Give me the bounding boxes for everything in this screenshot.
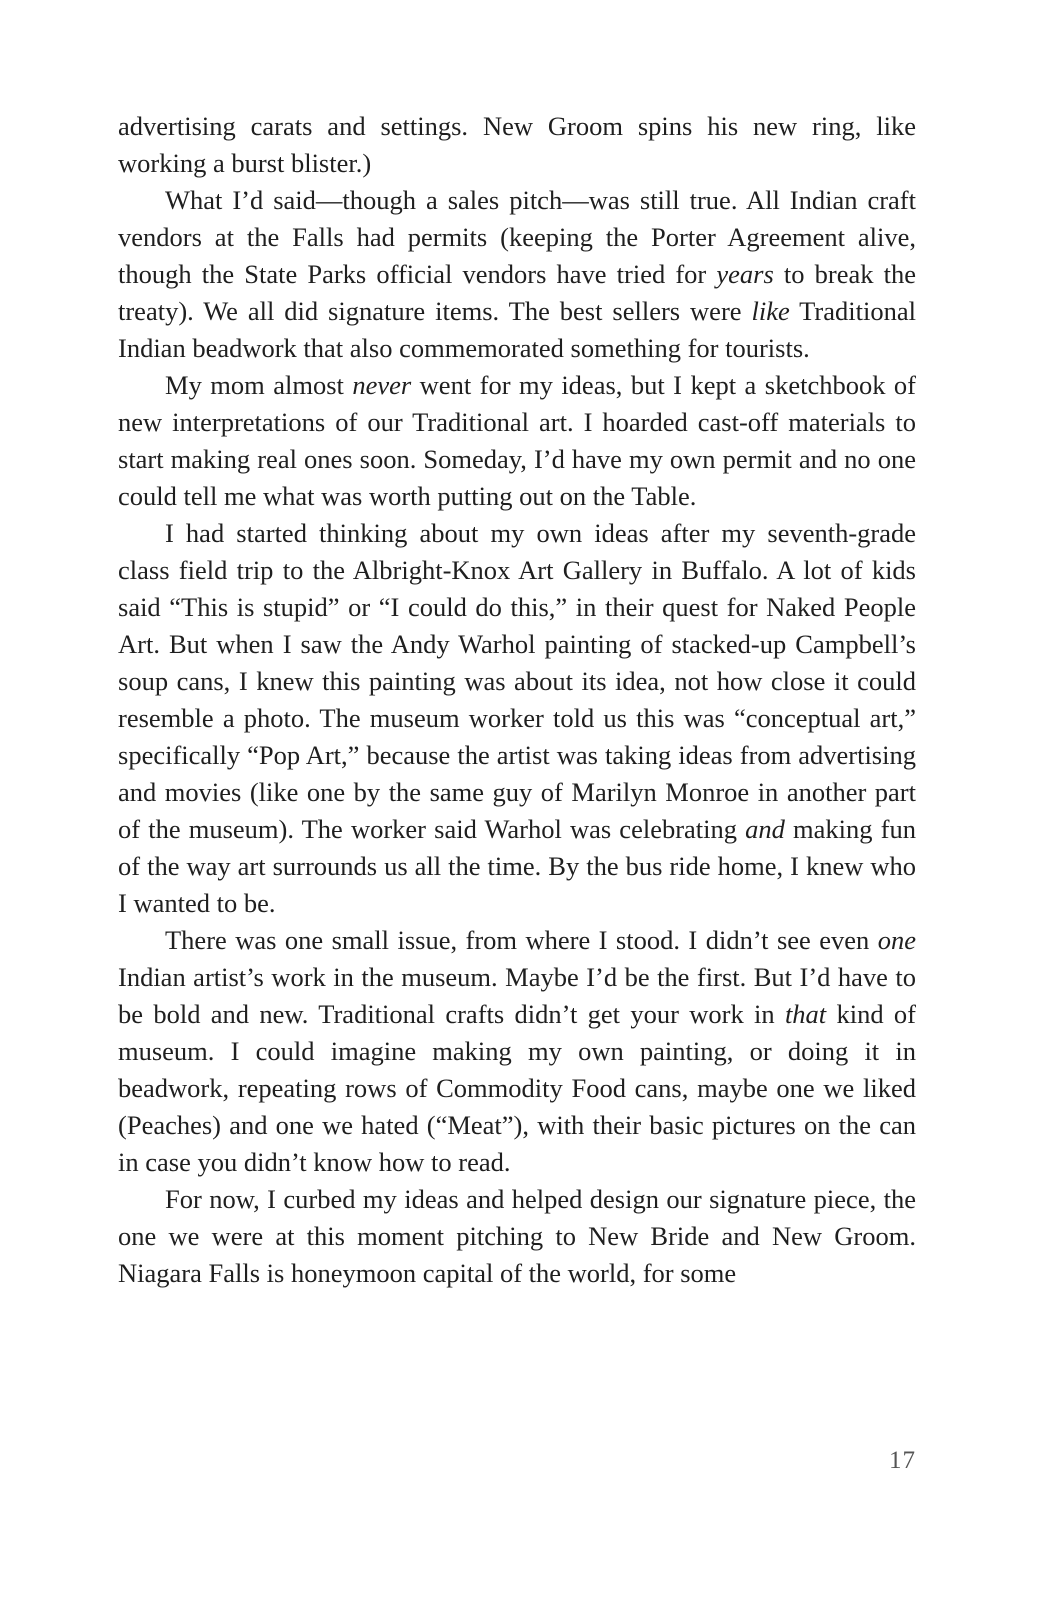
text-run: I had started thinking about my own ideas after my seventh-grade class field trip to the Albright-Knox Art Gallery in Buffalo. A lot of kids said “This is stupid” or “I could do this,” in their quest for Naked People Art. But when I saw the Andy Warhol painting of stacked-up Campbell’s soup cans, I knew this painting was about its idea, not how close it could resemble a photo. The museum worker told us this was “conceptual art,” specifically “Pop Art,” because the artist was taking ideas from advertising and movies (like one by the same guy of Marilyn Monroe in another part of the museum). The worker said Warhol was celebrating [118,518,916,844]
text-run: What I’d said—though a sales pitch—was still true. All Indian craft vendors at the Falls had permits (keeping the Porter Agreement alive, though the State Parks official vendors have tried for [118,185,916,289]
italic-emphasis: never [352,370,412,400]
italic-emphasis: like [751,296,790,326]
paragraph [118,182,916,367]
paragraph [118,108,916,182]
text-run: Indian artist’s work in the museum. Maybe I’d be the first. But I’d have to be bold and new. Traditional crafts didn’t get your work in [118,962,916,1029]
text-run: making fun of the way art surrounds us all the time. By the bus ride home, I knew who I wanted to be. [118,814,916,918]
paragraph [118,367,916,515]
text-run: Traditional Indian beadwork that also commemorated something for tourists. [118,296,916,363]
body-text [118,108,916,1292]
text-run: My mom almost [165,370,353,400]
paragraph [118,922,916,1181]
text-run: to break the treaty). We all did signature items. The best sellers were [118,259,916,326]
text-run: There was one small issue, from where I stood. I didn’t see even [165,925,878,955]
text-run: went for my ideas, but I kept a sketchbook of new interpretations of our Traditional art. I hoarded cast-off materials to start making real ones soon. Someday, I’d have my own permit and no one could tell me what was worth putting out on the Table. [118,370,917,511]
italic-emphasis: years [716,259,774,289]
page-number: 17 [889,1447,916,1474]
italic-emphasis: one [877,925,916,955]
text-run: For now, I curbed my ideas and helped design our signature piece, the one we were at this moment pitching to New Bride and New Groom. Niagara Falls is honeymoon capital of the world, for some [118,1184,916,1288]
text-run: kind of museum. I could imagine making my own painting, or doing it in beadwork, repeating rows of Commodity Food cans, maybe one we liked (Peaches) and one we hated (“Meat”), with their basic pictures on the can in case you didn’t know how to read. [118,999,916,1177]
italic-emphasis: that [784,999,827,1029]
paragraph [118,1181,916,1292]
text-run: advertising carats and settings. New Groom spins his new ring, like working a burst blister.) [118,111,916,178]
italic-emphasis: and [745,814,785,844]
paragraph [118,515,916,922]
